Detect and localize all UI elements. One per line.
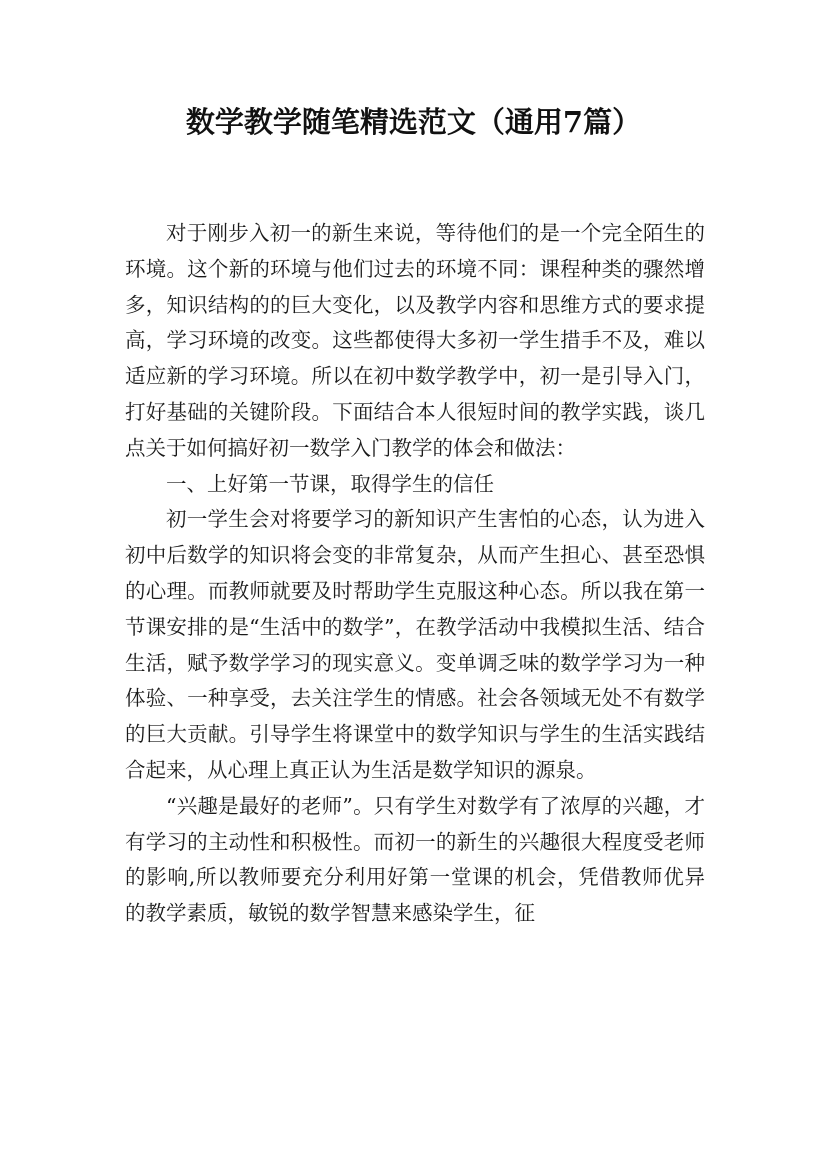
section-heading-1: 一、上好第一节课，取得学生的信任 bbox=[166, 471, 494, 496]
document-title: 数学教学随笔精选范文（通用7篇） bbox=[185, 105, 642, 139]
paragraph-interest: “兴趣是最好的老师”。只有学生对数学有了浓厚的兴趣，才有学习的主动性和积极性。而初一的新生的兴趣很大程度受老师的影响,所以教师要充分利用好第一堂课的机会，凭借教师优异的教学素质，敏锐的数学智慧来感染学生，征 bbox=[125, 793, 705, 926]
paragraph-intro: 对于刚步入初一的新生来说，等待他们的是一个完全陌生的环境。这个新的环境与他们过去的环境不同：课程种类的骤然增多，知识结构的的巨大变化，以及教学内容和思维方式的要求提高，学习环境的改变。这些都使得大多初一学生措手不及，难以适应新的学习环境。所以在初中数学教学中，初一是引导入门，打好基础的关键阶段。下面结合本人很短时间的教学实践，谈几点关于如何搞好初一数学入门教学的体会和做法： bbox=[125, 221, 705, 460]
paragraph-section-1: 初一学生会对将要学习的新知识产生害怕的心态，认为进入初中后数学的知识将会变的非常复杂，从而产生担心、甚至恐惧的心理。而教师就要及时帮助学生克服这种心态。所以我在第一节课安排的是“生活中的数学”，在教学活动中我模拟生活、结合生活，赋予数学学习的现实意义。变单调乏味的数学学习为一种体验、一种享受，去关注学生的情感。社会各领域无处不有数学的巨大贡献。引导学生将课堂中的数学知识与学生的生活实践结合起来，从心理上真正认为生活是数学知识的源泉。 bbox=[125, 507, 705, 782]
document-body bbox=[125, 216, 705, 932]
